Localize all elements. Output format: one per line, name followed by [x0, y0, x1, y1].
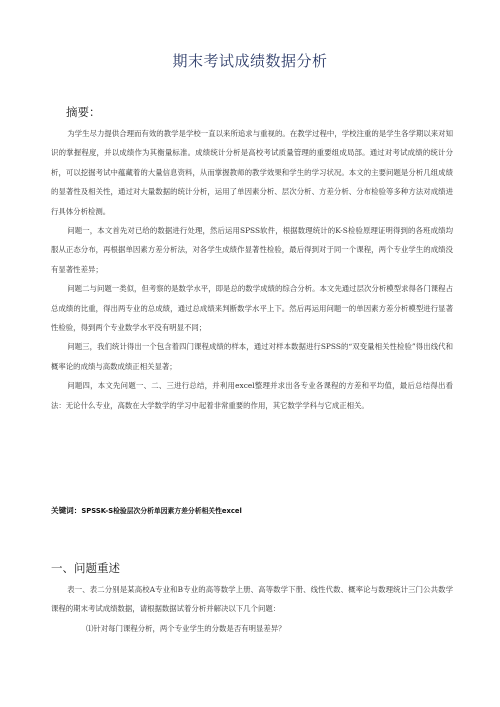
- abstract-label: 摘要：: [66, 105, 101, 119]
- keywords-label: 关键词：: [51, 506, 82, 515]
- abstract-paragraph: 问题一，本文首先对已给的数据进行处理，然后运用SPSS软件，根据数理统计的K-S检验原理证明得到的各班成绩均服从正态分布，再根据单因素方差分析法，对各学生成绩作显著性检验，最后得到对于同一个课程，两个专业学生的成绩没有显著性差异；: [51, 226, 453, 274]
- section-paragraph: 表一、表二分别是某高校A专业和B专业的高等数学上册、高等数学下册、线性代数、概率论与数理统计三门公共数学课程的期末考试成绩数据，请根据数据试着分析并解决以下几个问题：: [51, 585, 453, 614]
- abstract-body: [51, 124, 453, 415]
- document-title: 期末考试成绩数据分析: [172, 52, 328, 70]
- question-item: ⑴针对每门课程分析，两个专业学生的分数是否有明显差异？: [86, 623, 286, 633]
- abstract-paragraph: 问题三，我们统计得出一个包含着四门课程成绩的样本，通过对样本数据进行SPSS的“双变量相关性检验”得出线代和概率论的成绩与高数成绩正相关显著；: [51, 342, 453, 371]
- abstract-paragraph: 问题四，本文先问题一、二、三进行总结，并利用excel整理并求出各专业各课程的方差和平均值，最后总结得出看法：无论什么专业，高数在大学数学的学习中起着非常重要的作用，其它数学学科与它成正相关。: [51, 381, 453, 410]
- section-body: [51, 580, 453, 638]
- keywords-text: SPSSK-S检验层次分析单因素方差分析相关性excel: [81, 507, 242, 515]
- keywords-line: [51, 505, 471, 516]
- section-heading: 一、问题重述: [51, 561, 120, 575]
- abstract-paragraph: 问题二与问题一类似，但考察的是数学水平，即是总的数学成绩的综合分析。本文先通过层次分析模型求得各门课程占总成绩的比重，得出两专业的总成绩，通过总成绩来判断数学水平上下。然后再运用问题一的单因素方差分析模型进行显著性检验，得到两个专业数学水平没有明显不同；: [51, 284, 453, 333]
- abstract-paragraph: 为学生尽力提供合理而有效的教学是学校一直以来所追求与重视的。在教学过程中，学校注重的是学生各学期以来对知识的掌握程度，并以成绩作为其衡量标准。成绩统计分析是高校考试质量管理的重要组成局部。通过对考试成绩的统计分析，可以挖掘考试中蕴藏着的大量信息资料，从而掌握教师的教学效果和学生的学习状况。本文的主要问题是分析几组成绩的显著性及相关性，通过对大量数据的统计分析，运用了单因素分析、层次分析、方差分析、分布检验等多种方法对成绩进行具体分析检测。: [51, 129, 453, 216]
